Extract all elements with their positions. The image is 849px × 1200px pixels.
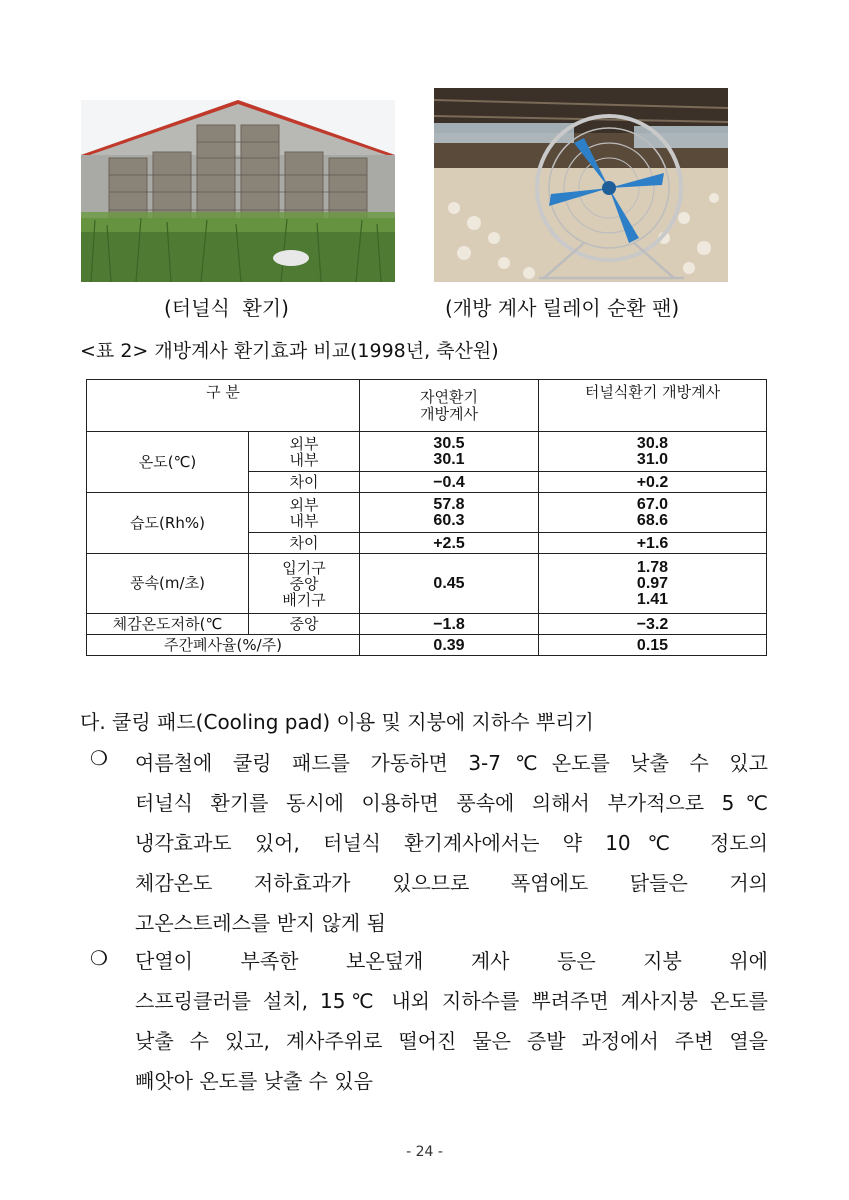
paragraph-line: 낮출 수 있고, 계사주위로 떨어진 물은 증발 과정에서 주변 열을 [135, 1029, 768, 1053]
cell-value: 0.45 [360, 554, 539, 614]
table-header-row [87, 380, 767, 432]
bullet-circle-icon: ❍ [90, 746, 108, 770]
ventilation-comparison-table [86, 379, 767, 656]
row-label-felt-temperature: 체감온도저하(℃ [87, 614, 249, 635]
cell-value: +0.2 [539, 472, 767, 493]
sub-label-center: 중앙 [289, 574, 319, 593]
cell-value: −0.4 [360, 472, 539, 493]
sub-label-inner: 내부 [289, 511, 319, 530]
cell-value: 31.0 [636, 450, 669, 468]
sub-label-inner: 내부 [289, 450, 319, 469]
table-row [87, 432, 767, 472]
humidity-natural-values [360, 493, 539, 533]
page-number: - 24 - [406, 1144, 443, 1160]
paragraph-line: 체감온도 저하효과가 있으므로 폭염에도 닭들은 거의 [135, 871, 768, 895]
cell-value: +2.5 [360, 533, 539, 554]
cell-value: 0.15 [539, 635, 767, 656]
bullet-circle-icon: ❍ [90, 946, 108, 970]
header-col1-line2: 개방계사 [420, 404, 478, 423]
humidity-tunnel-values [539, 493, 767, 533]
row-label-humidity: 습도(Rh%) [87, 493, 249, 554]
wind-tunnel-values [539, 554, 767, 614]
photo-caption-left: (터널식 환기) [164, 296, 289, 320]
paragraph-line: 고온스트레스를 받지 않게 됨 [135, 911, 386, 935]
cell-value: 68.6 [636, 511, 669, 529]
wind-subs [249, 554, 360, 614]
header-tunnel-ventilation: 터널식환기 개방계사 [539, 380, 767, 432]
cell-value: 1.41 [636, 590, 669, 608]
paragraph-line: 냉각효과도 있어, 터널식 환기계사에서는 약 10℃ 정도의 [135, 831, 768, 855]
paragraph-line: 빼앗아 온도를 낮출 수 있음 [135, 1069, 373, 1093]
row-label-temperature: 온도(℃) [87, 432, 249, 493]
humidity-subs [249, 493, 360, 533]
temperature-natural-values [360, 432, 539, 472]
cell-value: 0.39 [360, 635, 539, 656]
sub-label-outlet: 배기구 [282, 590, 326, 609]
cell-value: 60.3 [433, 511, 465, 529]
header-col1-line1: 자연환기 [420, 387, 478, 406]
sub-label-outer: 외부 [289, 434, 319, 453]
cell-value: 1.78 [636, 558, 669, 576]
header-natural-ventilation [360, 380, 539, 432]
sub-label-diff: 차이 [249, 472, 360, 493]
paragraph-line: 여름철에 쿨링 패드를 가동하면 3-7℃온도를 낮출 수 있고 [135, 751, 768, 775]
cell-value: 57.8 [433, 495, 465, 513]
sub-label-diff: 차이 [249, 533, 360, 554]
sub-label-outer: 외부 [289, 495, 319, 514]
photo-caption-right: (개방 계사 릴레이 순환 팬) [445, 296, 680, 320]
table-row [87, 635, 767, 656]
cell-value: 30.8 [636, 434, 669, 452]
sub-label-inlet: 입기구 [282, 558, 326, 577]
table-row [87, 614, 767, 635]
table-row [87, 554, 767, 614]
paragraph-line: 단열이 부족한 보온덮개 계사 등은 지붕 위에 [135, 949, 768, 973]
row-label-wind-speed: 풍속(m/초) [87, 554, 249, 614]
header-category: 구 분 [87, 380, 360, 432]
paragraph-line: 스프링클러를 설치, 15℃ 내외 지하수를 뿌려주면 계사지붕 온도를 [135, 989, 768, 1013]
cell-value: 30.5 [433, 434, 465, 452]
tunnel-ventilation-photo [81, 100, 395, 282]
cell-value: −1.8 [360, 614, 539, 635]
temperature-subs [249, 432, 360, 472]
paragraph-line: 터널식 환기를 동시에 이용하면 풍속에 의해서 부가적으로 5℃ [135, 791, 768, 815]
section-heading: 다. 쿨링 패드(Cooling pad) 이용 및 지붕에 지하수 뿌리기 [80, 710, 594, 734]
cell-value: −3.2 [539, 614, 767, 635]
cell-value: 0.97 [636, 574, 669, 592]
sub-label-center: 중앙 [249, 614, 360, 635]
cell-value: 30.1 [433, 450, 465, 468]
row-label-mortality: 주간폐사율(%/주) [87, 635, 360, 656]
bullet-paragraph-1 [135, 743, 768, 943]
table-caption: <표 2> 개방계사 환기효과 비교(1998년, 축산원) [80, 340, 499, 362]
cell-value: 67.0 [636, 495, 669, 513]
table-row [87, 493, 767, 533]
bullet-paragraph-2 [135, 941, 768, 1101]
cell-value: +1.6 [539, 533, 767, 554]
temperature-tunnel-values [539, 432, 767, 472]
circulation-fan-photo [434, 88, 728, 282]
